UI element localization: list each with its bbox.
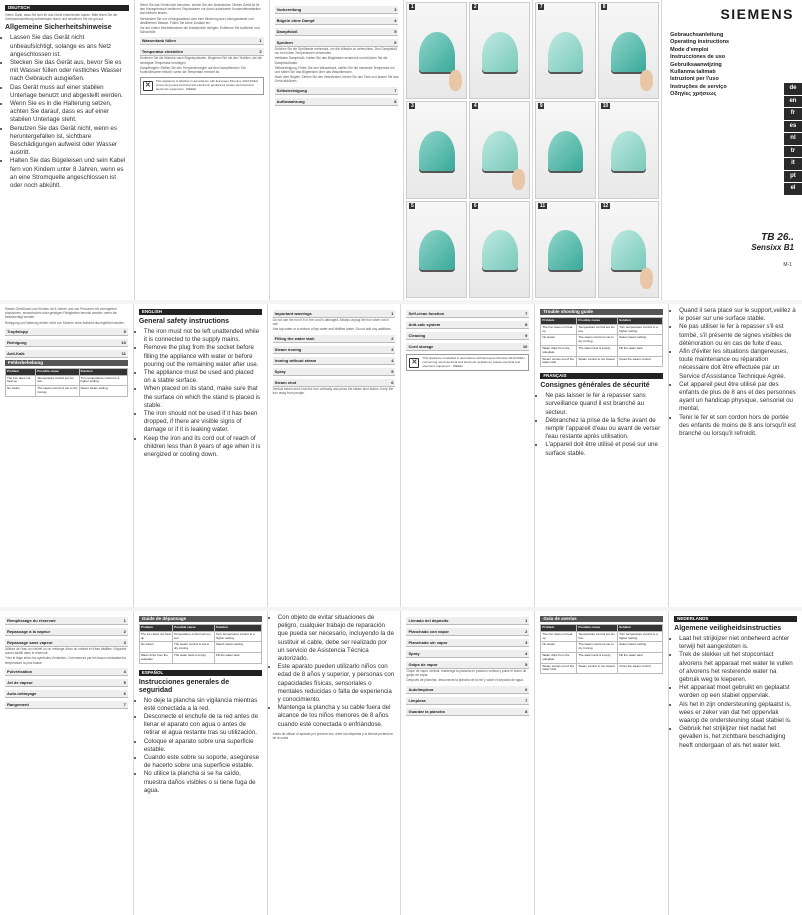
- step-row: Llenado del depósito 1: [408, 618, 528, 623]
- table-row: Steam comes out of the water tank Steam control is not closed. Close the steam control.: [541, 663, 663, 674]
- iron-illustration: [548, 230, 583, 270]
- trouble-table-es: Problem Possible cause Solution The iron does not heat up Temperature control set too low. Turn temperature control to a higher setting. No steam The steam control is set to dry ironing. Select steam setting. Water drips from the soleplate The water tank is empty. Fill the water tank. Steam comes out of the water tank Steam control is not closed. Close the steam control.: [540, 624, 663, 674]
- list-item: • Cuando este sobre su soporte, asegúrese de hacerlo sobre una superficie estable.: [144, 754, 262, 770]
- step-row: Important warnings 1: [274, 311, 394, 316]
- col-nl: [669, 611, 802, 915]
- figure-grid: [406, 2, 530, 298]
- list-item: • Halten Sie das Bügeleisen und sein Kabel fern von Kindern unter 8 Jahren, wenn es an eine Stromquelle angeschlossen ist oder noch abkühlt.: [10, 157, 129, 190]
- iron-illustration: [482, 131, 517, 171]
- step-row: Anti-Kalk 11: [7, 350, 126, 356]
- col-fr: [669, 304, 802, 607]
- safety-list-fr: [540, 392, 663, 458]
- step-row: Aufbewahrung 8: [276, 98, 397, 104]
- safety-list-nl: [674, 635, 797, 750]
- step-row: Dampfstoß 5: [276, 29, 397, 34]
- row-3: [0, 611, 802, 915]
- list-item: • Stecken Sie das Gerät aus, bevor Sie es mit Wasser füllen oder restliches Wasser nach Gebrauch ausgießen.: [10, 59, 129, 84]
- list-item: • Lassen Sie das Gerät nicht unbeaufsichtigt, solange es ans Netz angeschlossen ist.: [10, 34, 129, 59]
- trouble-table-en: Problem Possible cause Solution The iron does not heat up Temperature control set too low. Turn temperature control to a higher setting. No steam The steam control is set to dry ironing. Select steam setting. Water drips from the soleplate The water tank is empty. Fill the water tank. Steam comes out of the water tank Steam control is not closed. Close the steam control.: [540, 317, 663, 367]
- table-row: Steam comes out of the water tank Steam control is not closed. Close the steam control.: [541, 356, 663, 367]
- model-number: TB 26..: [761, 232, 794, 243]
- language-title: Mode d'emploi: [670, 46, 709, 53]
- table-title-de: Fehlerbehebung: [5, 360, 128, 366]
- col-en-2: [268, 304, 402, 607]
- figure: 7: [535, 2, 596, 99]
- list-item: • Als het in zijn ondersteuning geplaatst is, wees er zeker van dat het oppervlak waarop de ondersteuning staat stabiel is.: [679, 701, 797, 726]
- language-tab[interactable]: pt: [784, 171, 802, 183]
- step-row: Guardar la plancha 8: [408, 708, 528, 714]
- step-row: Planchado sin vapor 3: [408, 640, 528, 645]
- step-row: Filling the water tank 2: [274, 335, 394, 341]
- list-item: • When placed on its stand, make sure that the surface on which the stand is placed is stable.: [144, 385, 262, 410]
- table-row: The iron does not heat up Temperature control set too low. Turn temperature control to a higher setting.: [541, 324, 663, 335]
- list-item: • Het apparaat moet gebruikt en geplaatst worden op een stabiel oppervlak.: [679, 684, 797, 700]
- page-code: M-1: [783, 262, 792, 268]
- row-2: [0, 304, 802, 607]
- language-title: Operating instructions: [670, 39, 730, 46]
- step-row: Self-clean function 7: [408, 311, 528, 316]
- iron-illustration: [548, 131, 583, 171]
- body-text: Vertical steam shot: hold the iron vertically and press the steam shot button. Keep the iron away from people.: [272, 386, 394, 395]
- step-row: Bügeln ohne Dampf 4: [276, 18, 397, 23]
- table-row: The iron does not heat up Temperature control set too low. Turn temperature control to a higher setting.: [6, 375, 128, 386]
- col-de-3: [270, 0, 405, 300]
- language-list: [670, 32, 794, 99]
- body-text: Golpe de vapor vertical: mantenga la plancha en posición vertical y pulse el botón de golpe de vapor. Después de planchar, desconecte la plancha de la red y vacíe el depósito de agua.: [406, 669, 527, 683]
- step-row: Autolimpieza 6: [408, 686, 528, 692]
- table-row: Water drips from the soleplate The water tank is empty. Fill the water tank.: [139, 652, 261, 663]
- list-item: • Afin d'éviter les situations dangereuses, toute maintenance ou réparation nécessaire doit être effectuée par un Service d'Assistance Technique Agréé.: [679, 348, 797, 381]
- safety-list-es-2: [273, 614, 396, 729]
- col-es: [268, 611, 402, 915]
- iron-illustration: [611, 131, 646, 171]
- step-row: Wassertank füllen 1: [141, 38, 262, 44]
- table-title-es: Guía de averías: [540, 616, 663, 622]
- step-row: Remplissage du réservoir 1: [7, 618, 126, 623]
- list-item: • Débranchez la prise de la fiche avant de remplir l'appareil d'eau ou avant de verser l'eau restante après utilisation.: [545, 417, 663, 442]
- section-header-de: DEUTSCH: [5, 5, 129, 11]
- table-row: Water drips from the soleplate The water tank is empty. Fill the water tank.: [541, 345, 663, 356]
- figure: 10: [598, 101, 659, 198]
- step-row: Jet de vapeur 5: [7, 679, 126, 685]
- step-row: Auto-nettoyage 6: [7, 690, 126, 696]
- figures-panel-1: [404, 0, 533, 300]
- disposal-note: [140, 77, 264, 94]
- figure: 8: [598, 2, 659, 99]
- iron-illustration: [419, 131, 454, 171]
- list-item: • Trek de stekker uit het stopcontact alvorens het apparaat met water te vullen of alvorens het resterende water na gebruik weg te kieperen.: [679, 651, 797, 684]
- list-item: • Benutzen Sie das Gerät nicht, wenn es heruntergefallen ist, sichtbare Beschädigungen aufweist oder Wasser austritt.: [10, 125, 129, 158]
- language-tab[interactable]: fr: [784, 108, 802, 120]
- body-text: Dieses Gerät kann von Kindern ab 8 Jahren und von Personen mit verringerten physischen, sensorischen oder geistigen Fähigkeiten benutzt werden, wenn sie beaufsichtigt werden. Reinigung und Wartung dürfen nicht von Kindern ohne Aufsicht durchgeführt werden.: [5, 307, 125, 325]
- safety-list-fr-2: [674, 307, 797, 438]
- language-tab[interactable]: nl: [784, 133, 802, 145]
- body-text: Wenn Sie das Gerät nicht benutzen, ziehen Sie den Netzstecker. Dieses Gerät ist für den Hausgebrauch bestimmt. Reparaturen nur durch autorisierte Kundendienststellen durchführen lassen. Verwenden Sie nur Leitungswasser oder eine Mischung aus Leitungswasser und destilliertem Wasser. Füllen Sie keine Zusätze ein. Vor der ersten Inbetriebnahme die Dampfsohle reinigen. Entfernen Sie Aufkleber und Schutzfolie.: [139, 3, 261, 35]
- figures-panel-2: [533, 0, 662, 300]
- table-row: No steam The steam control is set to dry ironing. Select steam setting.: [541, 642, 663, 653]
- step-row: Spray 4: [408, 651, 528, 656]
- step-row: Steam shot 6: [274, 379, 394, 385]
- language-tabs: [784, 83, 802, 196]
- language-title: Istruzioni per l'uso: [670, 76, 719, 83]
- step-row: Golpe de vapor 5: [408, 662, 528, 667]
- table-row: The iron does not heat up Temperature control set too low. Turn temperature control to a higher setting.: [139, 631, 261, 642]
- step-row: Anti-calc system 8: [408, 322, 528, 327]
- col-fr-2: [0, 611, 134, 915]
- iron-illustration: [482, 32, 517, 72]
- col-de-4: [0, 304, 134, 607]
- body-text: Utilisez de l'eau du robinet ou un mélange d'eau du robinet et d'eau distillée. N'ajoutez aucun additif dans le réservoir. Triez le linge selon les symboles d'entretien. Commencez par les tissus nécessitant la température la plus basse.: [5, 647, 127, 665]
- figure: 2: [469, 2, 530, 99]
- list-item: • No utilice la plancha si se ha caído, muestra daños visibles o si tiene fuga de agua.: [144, 770, 262, 795]
- table-title-en: Trouble shooting guide: [540, 309, 663, 315]
- disposal-text: This appliance is labelled in accordance with European Directive 2012/19/EU concerning used electrical and electronic appliances (waste electrical and electronic equipment - WEEE).: [155, 79, 259, 91]
- list-item: • Gebruik het strijkijzer niet nadat het gevallen is, het zichtbare beschadiging heeft ondergaan of als het water lekt.: [679, 725, 797, 750]
- step-row: Steam ironing 3: [274, 346, 394, 352]
- hand-illustration: [640, 70, 653, 91]
- language-title: Gebrauchsanleitung: [670, 32, 724, 38]
- list-item: • Tenir le fer et son cordon hors de portée des enfants de moins de 8 ans lorsqu'il est branché ou lorsqu'il refroidit.: [679, 414, 797, 439]
- model-name: [751, 232, 794, 252]
- list-item: • Das Gerät muss auf einer stabilen Unterlage benutzt und abgestellt werden.: [10, 84, 129, 100]
- step-row: Planchado con vapor 2: [408, 629, 528, 634]
- safety-title-de: Allgemeine Sicherheitshinweise: [5, 24, 112, 32]
- list-item: • Cet appareil peut être utilisé par des enfants de plus de 8 ans et des personnes ayant un handicap physique, sensoriel ou mental.: [679, 381, 797, 414]
- col-en-4: [535, 304, 669, 607]
- language-title: Οδηγίες χρήσεως: [670, 91, 717, 98]
- list-item: • Ne pas utiliser le fer à repasser s'il est tombé, s'il présente de signes visibles de détérioration ou en cas de fuite d'eau.: [679, 323, 797, 348]
- list-item: • No deje la plancha sin vigilancia mientras esté conectada a la red.: [144, 697, 262, 713]
- body-text: Do not use the iron if it or the cord is damaged. Always unplug the iron when not in use. Use tap water or a mixture of tap water and distilled water. Do not add any additives.: [272, 318, 392, 332]
- step-row: Limpieza 7: [408, 697, 528, 703]
- trouble-table-de: Problem Possible cause Solution The iron does not heat up Temperature control set too low. Turn temperature control to a higher setting. No steam The steam control is set to dry ironing. Select steam setting.: [5, 368, 128, 397]
- list-item: • Quand il sera placé sur le support,veillez à le poser sur une surface stable.: [679, 307, 797, 323]
- iron-illustration: [548, 32, 583, 72]
- iron-illustration: [611, 230, 646, 270]
- trouble-table-fr: Problem Possible cause Solution The iron does not heat up Temperature control set too low. Turn temperature control to a higher setting. No steam The steam control is set to dry ironing. Select steam setting. Water drips from the soleplate The water tank is empty. Fill the water tank.: [139, 624, 262, 664]
- iron-illustration: [419, 32, 454, 72]
- safety-list-de: [5, 34, 129, 190]
- step-row: Repassage sans vapeur 3: [7, 640, 126, 645]
- list-item: • Keep the iron and its cord out of reach of children less than 8 years of age when it is energized or cooling down.: [144, 435, 262, 460]
- col-fr-3: [134, 611, 268, 915]
- list-item: • Ne pas laisser le fer à repasser sans surveillance quand il est branché au secteur.: [545, 392, 663, 417]
- iron-illustration: [419, 230, 454, 270]
- table-title-fr: Guide de dépannage: [139, 616, 262, 622]
- figure: 4: [469, 101, 530, 198]
- col-en-3: [401, 304, 535, 607]
- list-item: • The iron must not be left unattended while it is connected to the supply mains.: [144, 328, 262, 344]
- list-item: • Mantenga la plancha y su cable fuera del alcance de los niños menores de 8 años cuando esté conectada o enfriándose.: [278, 704, 396, 729]
- section-header-es: ESPAÑOL: [139, 670, 262, 676]
- list-item: • Este aparato pueden utilizarlo niños con edad de 8 años y superior, y personas con capacidades físicas, sensoriales o mentales reducidas o falta de experiencia y conocimiento.: [278, 663, 396, 704]
- safety-list-es: [139, 697, 262, 795]
- figure: 12: [598, 201, 659, 298]
- language-tab[interactable]: de: [784, 83, 802, 95]
- figure: 6: [469, 201, 530, 298]
- language-tab[interactable]: tr: [784, 146, 802, 158]
- hand-illustration: [512, 169, 525, 190]
- table-row: No steam The steam control is set to dry ironing. Select steam setting.: [6, 386, 128, 397]
- disposal-text: This appliance is labelled in accordance with European Directive 2012/19/EU concerning used electrical and electronic appliances (waste electrical and electronic equipment - WEEE).: [422, 356, 525, 368]
- cover-panel: [662, 0, 802, 300]
- language-title: Instrucciones de uso: [670, 54, 726, 61]
- list-item: • L'appareil doit être utilisé et posé sur une surface stable.: [545, 441, 663, 457]
- body-text: Antes de utilizar el aparato por primera vez, retire las etiquetas y la lámina protectora de la suela.: [272, 731, 393, 741]
- table-row: No steam The steam control is set to dry ironing. Select steam setting.: [139, 642, 261, 653]
- list-item: • Laat het strijkijzer niet onbeheerd achter terwijl het aangesloten is.: [679, 635, 797, 651]
- safety-title-nl: Algemene veiligheidsinstructies: [674, 625, 782, 632]
- figure: 3: [406, 101, 467, 198]
- brand-logo: SIEMENS: [720, 6, 794, 22]
- bin-icon: ✕: [143, 81, 153, 91]
- language-title: Instruções de serviço: [670, 83, 727, 90]
- step-row: Sprühen 6: [276, 40, 397, 45]
- language-title: Gebruiksaanwijzing: [670, 61, 722, 68]
- disposal-note-en: [406, 354, 529, 371]
- safety-list-en: [139, 328, 262, 459]
- hand-illustration: [640, 268, 653, 289]
- safety-title-es: Instrucciones generales de seguridad: [138, 678, 230, 694]
- safety-title-en: General safety instructions: [138, 318, 230, 325]
- body-text: Sortieren Sie die Wäsche nach Bügelsymbolen. Beginnen Sie mit den Textilien, die die niedrigste Temperatur benötigen. Dampfbügeln: Stellen Sie den Temperaturregler auf den Dampfbereich. Die Kontrollleuchte erlischt, wenn die Temperatur erreicht ist.: [139, 56, 262, 75]
- col-de-2: [135, 0, 270, 300]
- list-item: • The iron should not be used if it has been dropped, if there are visible signs of damage or if it is leaking water.: [144, 410, 262, 435]
- section-header-nl: NEDERLANDS: [674, 616, 797, 622]
- step-row: Spray 5: [274, 368, 394, 374]
- language-title: Kullanma talimatı: [670, 69, 716, 76]
- language-tab[interactable]: el: [784, 183, 802, 195]
- iron-illustration: [482, 230, 517, 270]
- section-header-fr: FRANÇAIS: [540, 373, 663, 379]
- figure: 1: [406, 2, 467, 99]
- table-row: The iron does not heat up Temperature control set too low. Turn temperature control to a higher setting.: [541, 631, 663, 642]
- step-row: Temperatur einstellen 2: [141, 49, 262, 55]
- step-row: Selbstreinigung 7: [276, 87, 397, 93]
- list-item: • Con objeto de evitar situaciones de peligro, cualquier trabajo de reparación que pueda ser necesario, incluyendo la de sustituir el cable, debe ser realizado por un servicio de Asistencia Técnica autorizado.: [278, 614, 396, 663]
- col-en: [134, 304, 268, 607]
- step-row: Reinigung 10: [7, 339, 126, 345]
- step-row: Tropfstopp 9: [7, 328, 126, 334]
- section-header-en: ENGLISH: [139, 309, 262, 315]
- step-row: Vorbereitung 3: [276, 7, 397, 12]
- safety-title-fr: Consignes générales de sécurité: [540, 382, 650, 390]
- step-row: Rangement 7: [7, 701, 126, 707]
- body-text: Drücken Sie die Sprühtaste mehrmals, um die Wäsche zu befeuchten. Den Dampfstoß nur bei hohen Temperaturen verwenden. Vertikaler Dampfstoß: Halten Sie das Bügeleisen senkrecht und drücken Sie die Dampfstoßtaste. Selbstreinigung: Füllen Sie den Wassertank, stellen Sie die maximale Temperatur ein und halten Sie das Bügeleisen über das Waschbecken. Nach dem Bügeln: Ziehen Sie den Netzstecker, leeren Sie den Tank und lassen Sie das Gerät abkühlen.: [274, 47, 399, 84]
- col-es-3: [535, 611, 669, 915]
- hand-illustration: [449, 70, 462, 91]
- iron-illustration: [611, 32, 646, 72]
- list-item: • Coloque el aparato sobre una superficie estable.: [144, 738, 262, 754]
- table-row: No steam The steam control is set to dry ironing. Select steam setting.: [541, 335, 663, 346]
- list-item: • Wenn Sie es in die Halterung setzen, achten Sie darauf, dass es auf einer stabilen Unterlage steht.: [10, 100, 129, 125]
- language-tab[interactable]: en: [784, 96, 802, 108]
- step-row: Cord storage 10: [408, 344, 528, 349]
- figure: 5: [406, 201, 467, 298]
- list-item: • The appliance must be used and placed on a stable surface.: [144, 369, 262, 385]
- language-tab[interactable]: es: [784, 121, 802, 133]
- intro-text: Vielen Dank, dass Sie sich für das Gerät entschieden haben. Bitte lesen Sie die Gebrauchsanleitung aufmerksam durch und bewahren Sie sie gut auf.: [5, 13, 118, 22]
- step-row: Pulvérisation 4: [7, 668, 126, 674]
- step-row: Ironing without steam 4: [274, 357, 394, 363]
- step-row: Cleaning 9: [408, 333, 528, 338]
- step-row: Repassage à la vapeur 2: [7, 629, 126, 634]
- language-tab[interactable]: it: [784, 158, 802, 170]
- col-es-2: [401, 611, 535, 915]
- list-item: • Desconecte el enchufe de la red antes de llenar el aparato con agua o antes de retirar el agua restante tras su utilización.: [144, 713, 262, 738]
- row-1: [0, 0, 802, 300]
- figure-grid: [535, 2, 659, 298]
- col-de: [0, 0, 135, 300]
- list-item: • Remove the plug from the socket before filling the appliance with water or before pouring out the remaining water after use.: [144, 344, 262, 369]
- figure: 11: [535, 201, 596, 298]
- bin-icon: ✕: [409, 358, 419, 368]
- figure: 9: [535, 101, 596, 198]
- table-row: Water drips from the soleplate The water tank is empty. Fill the water tank.: [541, 652, 663, 663]
- model-subtitle: Sensixx B1: [751, 243, 794, 252]
